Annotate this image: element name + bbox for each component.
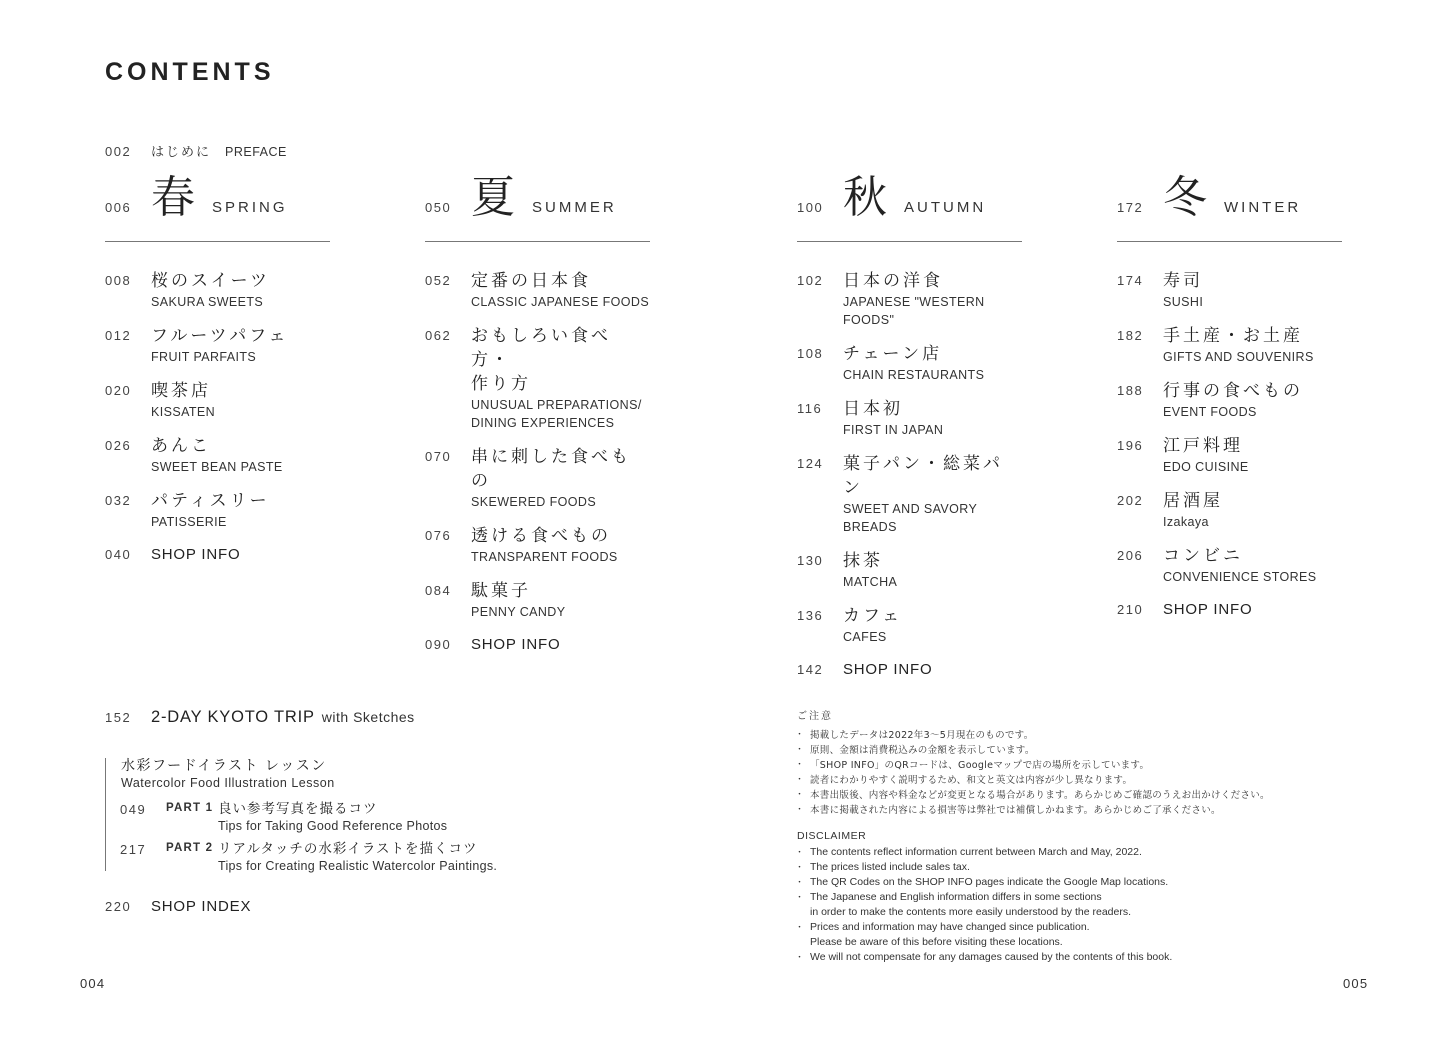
entry-title-en: UNUSUAL PREPARATIONS/ DINING EXPERIENCES <box>471 398 642 430</box>
entry-title-en: FIRST IN JAPAN <box>843 423 944 437</box>
toc-entry[interactable] <box>425 324 650 432</box>
entry-title-jp: おもしろい食べ方・ 作り方 <box>471 326 611 394</box>
entry-title-jp: 日本の洋食 <box>843 271 943 291</box>
disclaimer-item: ・ The prices listed include sales tax. <box>797 860 1357 875</box>
entry-title-en: EVENT FOODS <box>1163 405 1257 419</box>
trip-title: 2-DAY KYOTO TRIP <box>151 708 315 726</box>
shop-info-label: SHOP INFO <box>151 546 241 563</box>
page-number: 217 <box>120 842 147 857</box>
season-header[interactable] <box>425 172 650 242</box>
entry-title-en: SWEET AND SAVORY BREADS <box>843 502 977 534</box>
entry-title-en: GIFTS AND SOUVENIRS <box>1163 350 1314 364</box>
page-number: 108 <box>797 346 824 361</box>
entry-title-en: CHAIN RESTAURANTS <box>843 368 985 382</box>
page-number: 196 <box>1117 438 1144 453</box>
season-section-autumn <box>797 172 1022 694</box>
entry-title-jp: 桜のスイーツ <box>151 271 270 291</box>
lesson-part-2[interactable] <box>121 841 525 875</box>
entry-title-jp: 抹茶 <box>843 551 883 571</box>
toc-entry[interactable] <box>1117 269 1342 311</box>
page-number: 102 <box>797 273 824 288</box>
lesson-part-1[interactable] <box>121 801 525 835</box>
entry-title-jp: 定番の日本食 <box>471 271 591 291</box>
disclaimer-item: ・ Prices and information may have changed since publication. Please be aware of this before visiting these locations. <box>797 920 1357 950</box>
page-number: 070 <box>425 449 452 464</box>
toc-entry[interactable] <box>425 524 650 566</box>
toc-entry-shop-index[interactable] <box>105 898 251 915</box>
note-item: ・ 本書出版後、内容や料金などが変更となる場合があります。あらかじめご確認のうえお出かけください。 <box>797 788 1357 803</box>
page-number: 020 <box>105 383 132 398</box>
entry-list <box>105 269 330 566</box>
entry-list <box>1117 269 1342 621</box>
entry-title-en: JAPANESE "WESTERN FOODS" <box>843 295 985 327</box>
notes-list-jp <box>797 728 1357 818</box>
toc-entry[interactable] <box>425 269 650 311</box>
page-number: 008 <box>105 273 132 288</box>
toc-entry[interactable] <box>105 489 330 531</box>
entry-title-en: PREFACE <box>225 145 287 159</box>
part-label: PART 1 <box>166 802 214 814</box>
page-number: 220 <box>105 899 132 914</box>
toc-entry[interactable] <box>1117 379 1342 421</box>
toc-entry[interactable] <box>1117 489 1342 531</box>
note-item: ・ 「SHOP INFO」のQRコードは、Googleマップで店の場所を示しています。 <box>797 758 1357 773</box>
entry-title-jp: 日本初 <box>843 399 903 419</box>
page-number: 210 <box>1117 602 1144 617</box>
toc-entry[interactable] <box>425 579 650 621</box>
toc-entry-shop-info[interactable] <box>797 659 1022 681</box>
page-number: 040 <box>105 547 132 562</box>
entry-title-en: TRANSPARENT FOODS <box>471 550 618 564</box>
entry-title-en: CLASSIC JAPANESE FOODS <box>471 295 650 309</box>
entry-title-en: CONVENIENCE STORES <box>1163 570 1317 584</box>
season-name: WINTER <box>1224 199 1302 216</box>
toc-entry[interactable] <box>105 379 330 421</box>
page-number: 076 <box>425 528 452 543</box>
page-number: 202 <box>1117 493 1144 508</box>
page-number: 006 <box>105 200 132 215</box>
season-section-spring <box>105 172 330 579</box>
part-title-en: Tips for Creating Realistic Watercolor Paintings. <box>218 859 498 873</box>
note-item: ・ 掲載したデータは2022年3〜5月現在のものです。 <box>797 728 1357 743</box>
season-name: SUMMER <box>532 199 617 216</box>
entry-title-en: EDO CUISINE <box>1163 460 1249 474</box>
notes-section <box>797 710 1357 965</box>
toc-entry[interactable] <box>797 397 1022 439</box>
entry-title-jp: 江戸料理 <box>1163 436 1243 456</box>
entry-title-jp: チェーン店 <box>843 344 943 364</box>
toc-entry[interactable] <box>1117 434 1342 476</box>
disclaimer-item: ・ The contents reflect information current between March and May, 2022. <box>797 845 1357 860</box>
shop-info-label: SHOP INFO <box>1163 601 1253 618</box>
shop-info-label: SHOP INFO <box>843 661 933 678</box>
toc-entry[interactable] <box>797 342 1022 384</box>
toc-entry[interactable] <box>797 549 1022 591</box>
page-number: 130 <box>797 553 824 568</box>
page-number: 100 <box>797 200 824 215</box>
season-section-winter <box>1117 172 1342 634</box>
toc-entry[interactable] <box>105 324 330 366</box>
page-number: 062 <box>425 328 452 343</box>
disclaimer-heading: DISCLAIMER <box>797 830 867 842</box>
toc-entry[interactable] <box>105 434 330 476</box>
entry-title-jp: 串に刺した食べもの <box>471 447 631 491</box>
shop-info-label: SHOP INFO <box>471 636 561 653</box>
entry-title-jp: 手土産・お土産 <box>1163 326 1303 346</box>
toc-entry[interactable] <box>1117 544 1342 586</box>
page-number: 012 <box>105 328 132 343</box>
entry-title-jp: 駄菓子 <box>471 581 531 601</box>
entry-title-en: CAFES <box>843 630 887 644</box>
page-number: 052 <box>425 273 452 288</box>
entry-title-en: SUSHI <box>1163 295 1204 309</box>
lesson-title-en: Watercolor Food Illustration Lesson <box>121 776 335 790</box>
page-number: 136 <box>797 608 824 623</box>
season-kanji: 春 <box>151 172 195 223</box>
part-title-jp: 良い参考写真を撮るコツ <box>218 801 378 817</box>
toc-entry-shop-info[interactable] <box>1117 599 1342 621</box>
disclaimer-item: ・ We will not compensate for any damages caused by the contents of this book. <box>797 950 1357 965</box>
entry-title-en: PENNY CANDY <box>471 605 566 619</box>
season-kanji: 夏 <box>471 172 515 223</box>
shop-index-label: SHOP INDEX <box>151 898 252 915</box>
page-number: 084 <box>425 583 452 598</box>
page-number-right: 005 <box>1343 976 1369 991</box>
entry-list <box>425 269 650 656</box>
trip-subtitle: with Sketches <box>321 709 415 725</box>
page-number: 116 <box>797 401 823 416</box>
entry-title-jp: カフェ <box>843 606 903 626</box>
entry-title-en: Izakaya <box>1163 515 1209 529</box>
entry-title-en: PATISSERIE <box>151 515 227 529</box>
entry-title-jp: 寿司 <box>1163 271 1203 291</box>
page-number: 174 <box>1117 273 1144 288</box>
page-number: 142 <box>797 662 824 677</box>
entry-title-en: SAKURA SWEETS <box>151 295 264 309</box>
season-section-summer <box>425 172 650 669</box>
season-header[interactable] <box>105 172 330 242</box>
entry-title-en: SKEWERED FOODS <box>471 495 597 509</box>
page-number: 026 <box>105 438 132 453</box>
entry-title-jp: コンビニ <box>1163 546 1243 566</box>
toc-entry[interactable] <box>105 269 330 311</box>
page-number: 050 <box>425 200 452 215</box>
entry-title-jp: 喫茶店 <box>151 381 211 401</box>
entry-title-en: KISSATEN <box>151 405 216 419</box>
page-number: 032 <box>105 493 132 508</box>
page-number: 152 <box>105 710 132 725</box>
season-kanji: 冬 <box>1163 172 1207 223</box>
page-title: CONTENTS <box>105 58 275 86</box>
entry-list <box>797 269 1022 681</box>
page-number: 206 <box>1117 548 1144 563</box>
toc-entry-shop-info[interactable] <box>425 634 650 656</box>
page-number: 002 <box>105 144 132 159</box>
toc-entry[interactable] <box>1117 324 1342 366</box>
page-number: 182 <box>1117 328 1144 343</box>
season-name: AUTUMN <box>904 199 987 216</box>
page-number: 124 <box>797 456 824 471</box>
lesson-title-jp: 水彩フードイラスト レッスン <box>121 758 327 774</box>
disclaimer-item: ・ The QR Codes on the SHOP INFO pages indicate the Google Map locations. <box>797 875 1357 890</box>
toc-entry-preface[interactable] <box>105 141 287 160</box>
part-title-en: Tips for Taking Good Reference Photos <box>218 819 448 833</box>
entry-title-jp: あんこ <box>151 436 211 456</box>
notes-heading-jp: ご注意 <box>797 711 833 722</box>
note-item: ・ 読者にわかりやすく説明するため、和文と英文は内容が少し異なります。 <box>797 773 1357 788</box>
disclaimer-item: ・ The Japanese and English information differs in some sections in order to make the contents more easily understood by the readers. <box>797 890 1357 920</box>
entry-title-jp: パティスリー <box>151 491 270 511</box>
season-kanji: 秋 <box>843 172 887 223</box>
part-title-jp: リアルタッチの水彩イラストを描くコツ <box>218 841 478 857</box>
toc-entry-kyoto-trip[interactable] <box>105 708 415 727</box>
note-item: ・ 本書に掲載された内容による損害等は弊社では補償しかねます。あらかじめご了承ください。 <box>797 803 1357 818</box>
entry-title-jp: 行事の食べもの <box>1163 381 1303 401</box>
season-header[interactable] <box>1117 172 1342 242</box>
part-label: PART 2 <box>166 842 214 854</box>
entry-title-en: FRUIT PARFAITS <box>151 350 257 364</box>
season-name: SPRING <box>212 199 288 216</box>
entry-title-en: SWEET BEAN PASTE <box>151 460 283 474</box>
toc-entry[interactable] <box>425 445 650 511</box>
toc-entry[interactable] <box>797 452 1022 536</box>
entry-title-en: MATCHA <box>843 575 898 589</box>
toc-entry[interactable] <box>797 269 1022 329</box>
entry-title-jp: フルーツパフェ <box>151 326 289 346</box>
entry-title-jp: はじめに <box>151 145 212 160</box>
page-number: 049 <box>120 802 147 817</box>
note-item: ・ 原則、金額は消費税込みの金額を表示しています。 <box>797 743 1357 758</box>
page-number: 090 <box>425 637 452 652</box>
page-number-left: 004 <box>80 976 106 991</box>
page-number: 172 <box>1117 200 1144 215</box>
disclaimer-list <box>797 845 1357 965</box>
entry-title-jp: 居酒屋 <box>1163 491 1223 511</box>
toc-entry[interactable] <box>797 604 1022 646</box>
entry-title-jp: 透ける食べもの <box>471 526 611 546</box>
toc-entry-shop-info[interactable] <box>105 544 330 566</box>
entry-title-jp: 菓子パン・総菜パン <box>843 454 1003 498</box>
page-number: 188 <box>1117 383 1144 398</box>
lesson-section <box>105 758 525 871</box>
season-header[interactable] <box>797 172 1022 242</box>
